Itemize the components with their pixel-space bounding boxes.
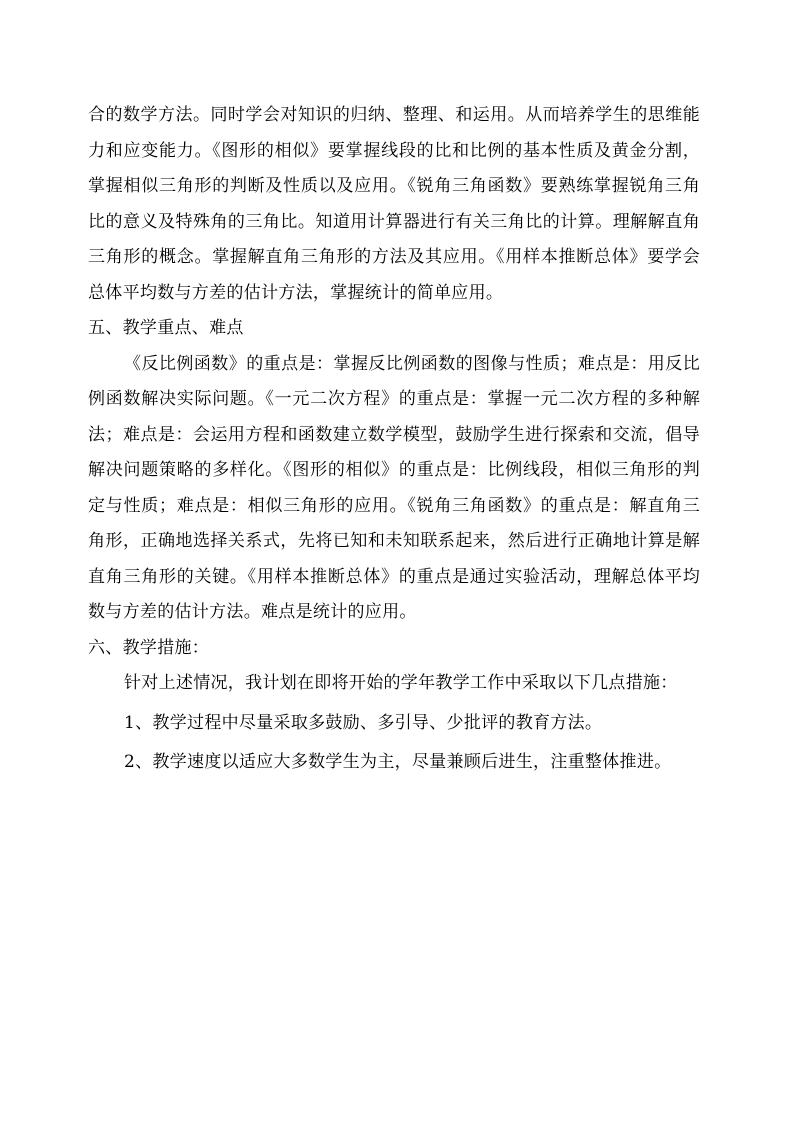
section-heading-key-points: 五、教学重点、难点 bbox=[88, 318, 244, 338]
measure-item-2: 2、教学速度以适应大多数学生为主，尽量兼顾后进生，注重整体推进。 bbox=[124, 752, 672, 772]
paragraph-key-points: 《反比例函数》的重点是：掌握反比例函数的图像与性质；难点是：用反比例函数解决实际问题。《一元二次方程》的重点是：掌握一元二次方程的多种解法；难点是：会运用方程和函数建立数学模型，鼓励学生进行探索和交流，倡导解决问题策略的多样化。《图形的相似》的重点是：比例线段，相似三角形的判定与性质；难点是：相似三角形的应用。《锐角三角函数》的重点是：解直角三角形，正确地选择关系式，先将已知和未知联系起来，然后进行正确地计算是解直角三角形的关键。《用样本推断总体》的重点是通过实验活动，理解总体平均数与方差的估计方法。难点是统计的应用。 bbox=[88, 353, 700, 622]
section-heading-measures: 六、教学措施： bbox=[88, 637, 210, 658]
document-body bbox=[88, 98, 700, 781]
paragraph-measures-intro: 针对上述情况，我计划在即将开始的学年教学工作中采取以下几点措施： bbox=[124, 673, 678, 693]
paragraph-goals-continued: 合的数学方法。同时学会对知识的归纳、整理、和运用。从而培养学生的思维能力和应变能力。《图形的相似》要掌握线段的比和比例的基本性质及黄金分割，掌握相似三角形的判断及性质以及应用。《锐角三角函数》要熟练掌握锐角三角比的意义及特殊角的三角比。知道用计算器进行有关三角比的计算。理解解直角三角形的概念。掌握解直角三角形的方法及其应用。《用样本推断总体》要学会总体平均数与方差的估计方法，掌握统计的简单应用。 bbox=[88, 105, 700, 303]
measure-item-1: 1、教学过程中尽量采取多鼓励、多引导、少批评的教育方法。 bbox=[124, 712, 603, 733]
